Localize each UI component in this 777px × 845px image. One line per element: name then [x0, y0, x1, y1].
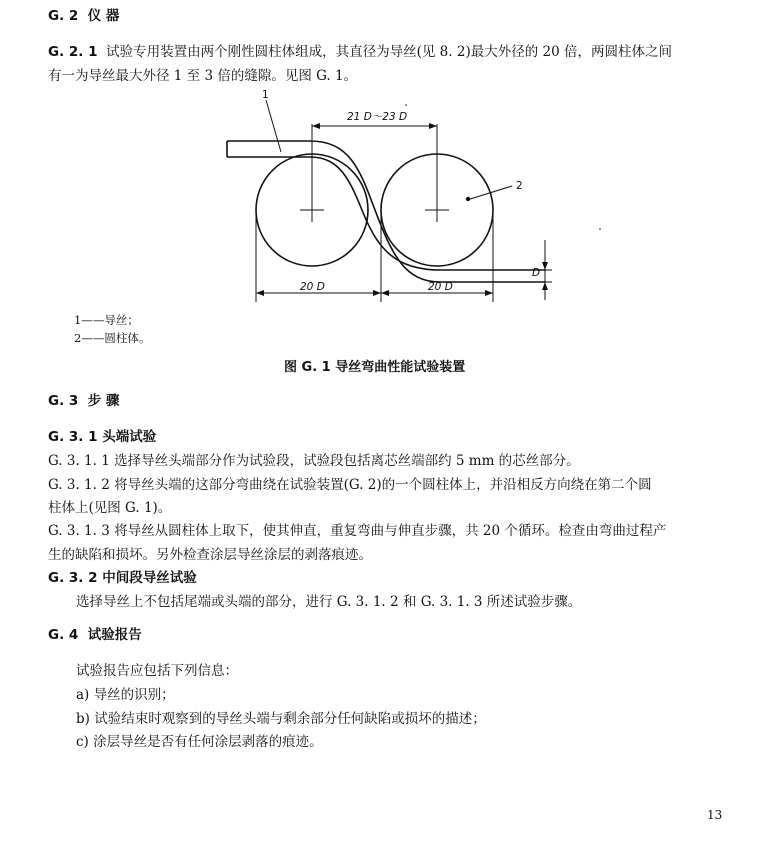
- page-number: 13: [707, 808, 723, 822]
- g32-heading: G. 3. 2 中间段导丝试验: [48, 570, 197, 586]
- guide-wire-outer: [227, 141, 545, 282]
- report-item-c: c) 涂层导丝是否有任何涂层剥落的痕迹。: [76, 734, 323, 750]
- section-number: G. 3: [48, 393, 79, 409]
- bending-test-figure: [0, 0, 777, 345]
- section-number: G. 2: [48, 8, 79, 24]
- g312-line1: G. 3. 1. 2 将导丝头端的这部分弯曲绕在试验装置(G. 2)的一个圆柱体上，并沿相反方向绕在第二个圆: [48, 477, 652, 493]
- legend-cylinder: 2——圆柱体。: [74, 331, 151, 345]
- report-item-a: a) 导丝的识别；: [76, 687, 175, 703]
- report-intro: 试验报告应包括下列信息：: [76, 663, 238, 679]
- top-dimension-label: 21 D～23 D: [347, 111, 408, 123]
- report-item-b: b) 试验结束时观察到的导丝头端与剩余部分任何缺陷或损坏的描述；: [76, 711, 486, 727]
- left-dimension-label: 20 D: [300, 281, 325, 293]
- section-title: 步 骤: [87, 393, 120, 409]
- g313-line1: G. 3. 1. 3 将导丝从圆柱体上取下，使其伸直，重复弯曲与伸直步骤，共 20 个循环。检查由弯曲过程产: [48, 523, 667, 539]
- g311-paragraph: G. 3. 1. 1 选择导丝头端部分作为试验段，试验段包括离芯丝端部约 5 mm 的芯丝部分。: [48, 453, 580, 469]
- section-title: 试验报告: [87, 627, 142, 643]
- section-g3-heading: [48, 389, 119, 409]
- section-title: 仪 器: [87, 8, 120, 24]
- right-dimension-label: 20 D: [428, 281, 453, 293]
- figure-label-1: 1: [262, 89, 269, 101]
- section-g4-heading: [48, 623, 142, 643]
- g313-line2: 生的缺陷和损坏。另外检查涂层导丝涂层的剥落痕迹。: [48, 547, 372, 563]
- guide-wire-inner: [227, 157, 545, 270]
- g31-heading: G. 3. 1 头端试验: [48, 429, 157, 445]
- figure-caption: 图 G. 1 导丝弯曲性能试验装置: [284, 360, 466, 375]
- figure-label-2: 2: [516, 180, 523, 192]
- g21-text-line2: 有一为导丝最大外径 1 至 3 倍的缝隙。见图 G. 1。: [48, 68, 358, 84]
- g21-number: G. 2. 1: [48, 44, 98, 60]
- g32-paragraph: 选择导丝上不包括尾端或头端的部分，进行 G. 3. 1. 2 和 G. 3. 1. 3 所述试验步骤。: [76, 594, 582, 610]
- g21-text-line1: 试验专用装置由两个刚性圆柱体组成，其直径为导丝(见 8. 2)最大外径的 20 倍，两圆柱体之间: [106, 44, 672, 60]
- side-dimension-label: D: [532, 267, 541, 279]
- legend-guide-wire: 1——导丝；: [74, 313, 139, 327]
- section-number: G. 4: [48, 627, 79, 643]
- g312-line2: 柱体上(见图 G. 1)。: [48, 500, 172, 516]
